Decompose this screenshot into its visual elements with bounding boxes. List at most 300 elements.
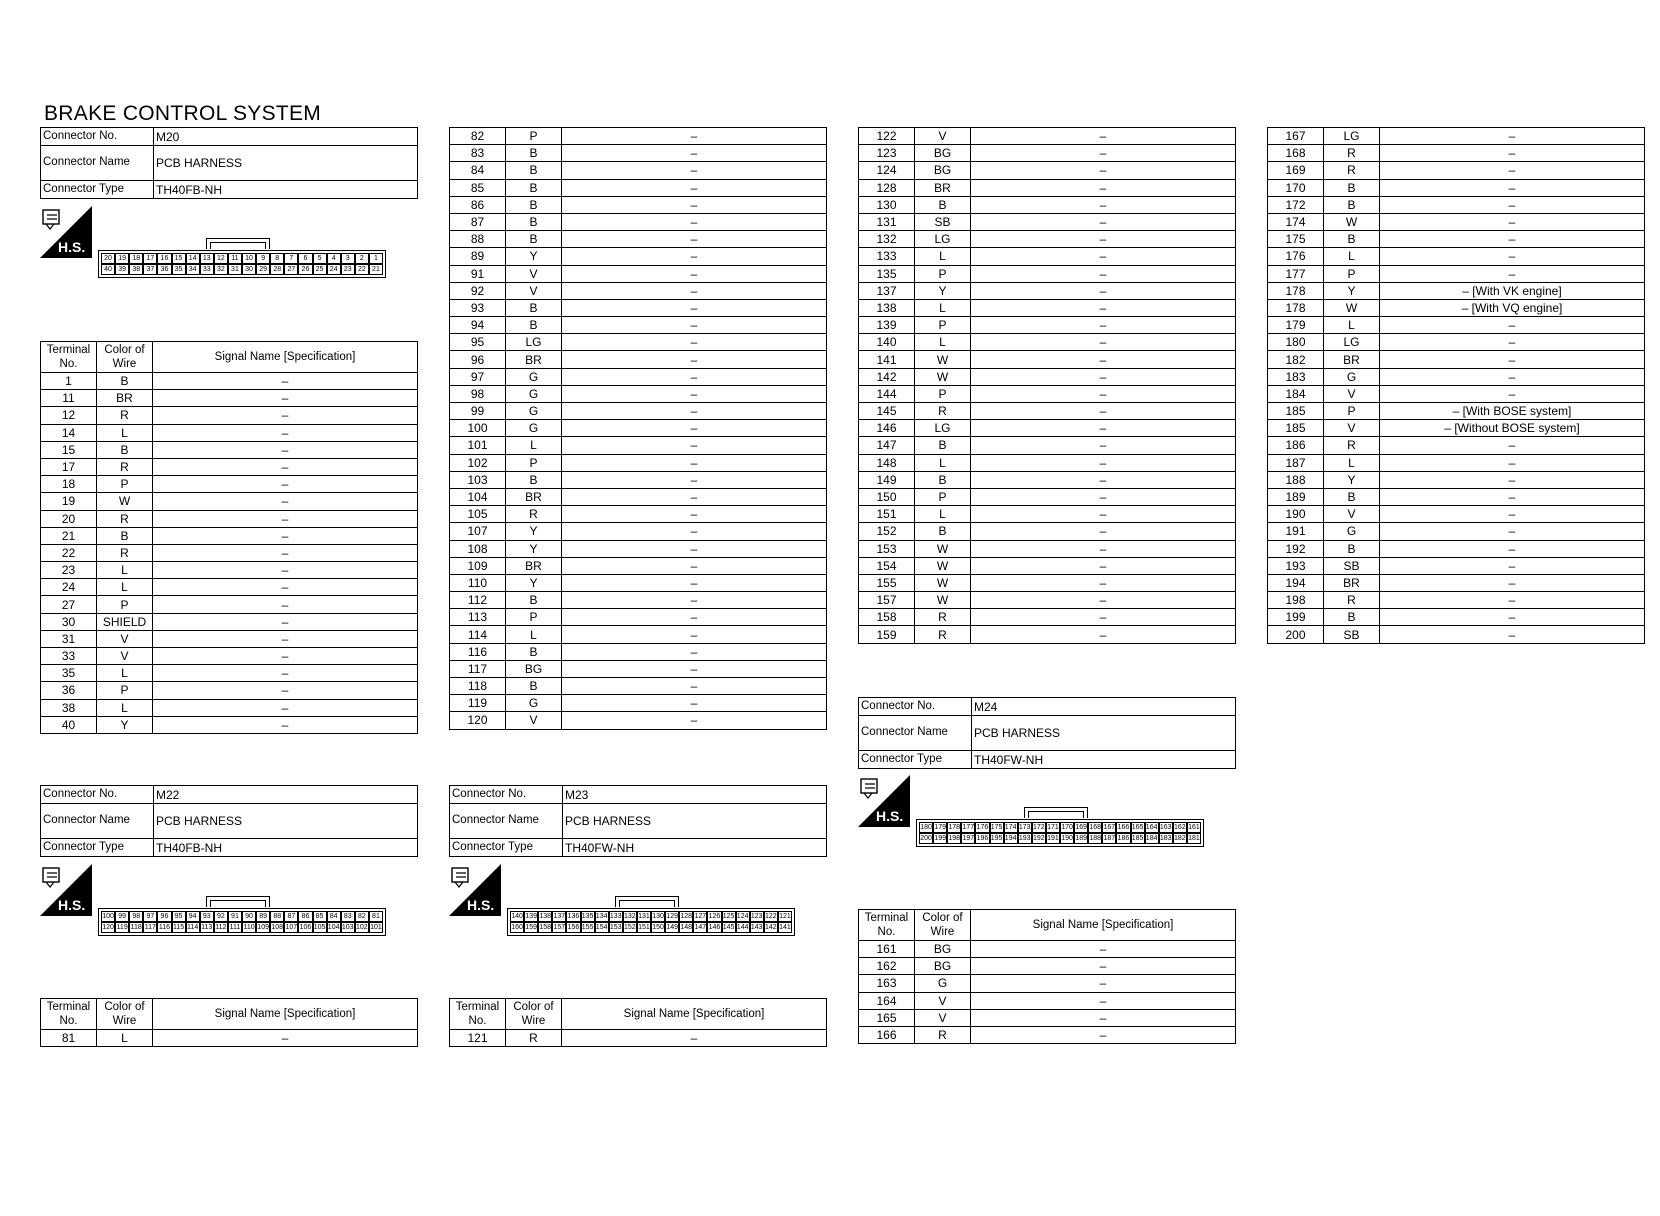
- terminal-no: 176: [1268, 248, 1324, 265]
- connector-pin: 123: [750, 913, 763, 920]
- table-row: [450, 334, 827, 351]
- terminal-no: 186: [1268, 437, 1324, 454]
- signal-name: –: [971, 540, 1236, 557]
- color-of-wire-header: Color of Wire: [915, 910, 971, 941]
- terminal-no: 98: [450, 385, 506, 402]
- terminal-table-m22: [40, 998, 418, 1047]
- connector-name-label: Connector Name: [859, 716, 972, 751]
- table-row: [41, 476, 418, 493]
- terminal-no: 108: [450, 540, 506, 557]
- connector-no-value: M22: [154, 786, 418, 804]
- connector-no-label: Connector No.: [859, 698, 972, 716]
- table-row: [859, 626, 1236, 643]
- wire-color: R: [915, 626, 971, 643]
- wire-color: SB: [915, 213, 971, 230]
- connector-pin: 9: [256, 253, 270, 264]
- table-row: [1268, 403, 1645, 420]
- wire-color: BG: [915, 145, 971, 162]
- connector-pin: 175: [990, 824, 1003, 831]
- connector-pin: 152: [624, 924, 636, 931]
- signal-name: –: [971, 196, 1236, 213]
- connector-pin: 126: [708, 913, 721, 920]
- table-row: [1268, 299, 1645, 316]
- table-row: [450, 231, 827, 248]
- terminal-no: 81: [41, 1030, 97, 1047]
- connector-pin: 180: [920, 824, 932, 831]
- connector-pin: 155: [581, 924, 594, 931]
- terminal-no: 18: [41, 476, 97, 493]
- wire-color: P: [506, 609, 562, 626]
- terminal-no: 182: [1268, 351, 1324, 368]
- signal-name: –: [562, 592, 827, 609]
- signal-name: –: [971, 317, 1236, 334]
- signal-name: –: [562, 368, 827, 385]
- table-row: [41, 493, 418, 510]
- table-row: [859, 975, 1236, 992]
- connector-no-label: Connector No.: [41, 128, 154, 146]
- table-row: [450, 695, 827, 712]
- connector-pin: 167: [1103, 824, 1116, 831]
- terminal-no: 152: [859, 523, 915, 540]
- connector-pin: 81: [369, 911, 383, 922]
- connector-type-row: [859, 751, 1236, 769]
- table-row: [41, 716, 418, 733]
- wire-color: V: [915, 1009, 971, 1026]
- connector-pin: 121: [779, 913, 791, 920]
- signal-name: –: [562, 712, 827, 729]
- wire-color: BR: [1324, 351, 1380, 368]
- connector-pin: 197: [962, 835, 975, 842]
- signal-name: –: [562, 420, 827, 437]
- connector-name-label: Connector Name: [450, 804, 563, 839]
- terminal-no: 174: [1268, 213, 1324, 230]
- terminal-no: 88: [450, 231, 506, 248]
- terminal-no: 20: [41, 510, 97, 527]
- connector-pin: 109: [257, 924, 269, 931]
- table-row: [859, 557, 1236, 574]
- table-row: [1268, 317, 1645, 334]
- connector-pin: 127: [694, 913, 707, 920]
- connector-pin: 194: [1004, 835, 1017, 842]
- wire-color: P: [97, 476, 153, 493]
- color-of-wire-header: Color of Wire: [97, 999, 153, 1030]
- signal-name: –: [971, 299, 1236, 316]
- terminal-no: 194: [1268, 574, 1324, 591]
- wire-color: B: [506, 317, 562, 334]
- terminal-no-header: Terminal No.: [41, 999, 97, 1030]
- terminal-no: 99: [450, 403, 506, 420]
- wire-color: Y: [97, 716, 153, 733]
- connector-pin: 86: [298, 911, 312, 922]
- terminal-no: 184: [1268, 385, 1324, 402]
- connector-pin: 84: [327, 911, 341, 922]
- connector-pin: 10: [242, 253, 256, 264]
- connector-pin: 101: [370, 924, 382, 931]
- connector-name-label: Connector Name: [41, 804, 154, 839]
- wire-color: P: [915, 317, 971, 334]
- connector-pin: 174: [1004, 824, 1017, 831]
- signal-name: –: [971, 231, 1236, 248]
- terminal-no: 158: [859, 609, 915, 626]
- table-row: [1268, 557, 1645, 574]
- table-row: [450, 420, 827, 437]
- connector-name-value: PCB HARNESS: [154, 804, 418, 839]
- wire-color: BR: [506, 351, 562, 368]
- wire-color: B: [915, 523, 971, 540]
- wire-color: V: [1324, 385, 1380, 402]
- terminal-no: 91: [450, 265, 506, 282]
- connector-pin: 136: [567, 913, 580, 920]
- wire-color: L: [1324, 317, 1380, 334]
- table-row: [450, 179, 827, 196]
- terminal-no: 191: [1268, 523, 1324, 540]
- signal-name: –: [971, 162, 1236, 179]
- terminal-no: 97: [450, 368, 506, 385]
- connector-pin: 34: [186, 264, 200, 275]
- terminal-no-header: Terminal No.: [450, 999, 506, 1030]
- connector-pin: 186: [1117, 835, 1130, 842]
- connector-pin: 105: [313, 924, 326, 931]
- signal-name: –: [971, 592, 1236, 609]
- table-row: [450, 626, 827, 643]
- wire-color: P: [506, 128, 562, 145]
- wire-color: B: [1324, 231, 1380, 248]
- wire-color: R: [97, 544, 153, 561]
- signal-name: –: [153, 596, 418, 613]
- connector-pin: 92: [214, 911, 228, 922]
- connector-pin: 117: [144, 924, 156, 931]
- connector-pin: 176: [976, 824, 989, 831]
- connector-pin: 185: [1131, 835, 1144, 842]
- connector-pin: 192: [1033, 835, 1045, 842]
- table-row: [1268, 368, 1645, 385]
- signal-name: –: [971, 626, 1236, 643]
- connector-pin: 183: [1159, 835, 1172, 842]
- wire-color: LG: [915, 420, 971, 437]
- connector-pin: 93: [200, 911, 214, 922]
- terminal-no: 193: [1268, 557, 1324, 574]
- table-row: [1268, 540, 1645, 557]
- terminal-no: 141: [859, 351, 915, 368]
- wire-color: R: [915, 403, 971, 420]
- signal-name: –: [153, 682, 418, 699]
- connector-pin: 38: [129, 264, 143, 275]
- connector-pin: 85: [313, 911, 327, 922]
- table-row: [41, 458, 418, 475]
- terminal-no: 112: [450, 592, 506, 609]
- signal-name: – [With VK engine]: [1380, 282, 1645, 299]
- connector-name-value: PCB HARNESS: [154, 146, 418, 181]
- signal-name: –: [153, 544, 418, 561]
- wire-color: R: [915, 609, 971, 626]
- connector-type-label: Connector Type: [41, 839, 154, 857]
- connector-type-value: TH40FW-NH: [972, 751, 1236, 769]
- table-row: [41, 407, 418, 424]
- connector-pin: 145: [722, 924, 735, 931]
- terminal-no: 165: [859, 1009, 915, 1026]
- terminal-no: 142: [859, 368, 915, 385]
- table-row: [1268, 265, 1645, 282]
- wire-color: W: [915, 592, 971, 609]
- signal-name: –: [153, 648, 418, 665]
- connector-pin: 1: [369, 253, 383, 264]
- terminal-no: 82: [450, 128, 506, 145]
- connector-pin: 104: [327, 924, 340, 931]
- wire-color: P: [1324, 403, 1380, 420]
- signal-name: –: [153, 373, 418, 390]
- signal-name: –: [971, 975, 1236, 992]
- connector-pin: 177: [962, 824, 975, 831]
- terminal-no: 145: [859, 403, 915, 420]
- table-header: [41, 999, 418, 1030]
- table-row: [859, 351, 1236, 368]
- connector-pin: 162: [1174, 824, 1186, 831]
- connector-pin: 125: [722, 913, 735, 920]
- connector-pin: 153: [609, 924, 622, 931]
- terminal-no: 139: [859, 317, 915, 334]
- table-row: [41, 441, 418, 458]
- wire-color: B: [506, 299, 562, 316]
- wire-color: W: [1324, 213, 1380, 230]
- connector-pin: 132: [624, 913, 636, 920]
- wire-color: W: [915, 540, 971, 557]
- wire-color: L: [915, 454, 971, 471]
- terminal-no: 131: [859, 213, 915, 230]
- connector-type-label: Connector Type: [859, 751, 972, 769]
- connector-pin: 173: [1018, 824, 1031, 831]
- wire-color: R: [506, 1030, 562, 1047]
- connector-pin: 12: [214, 253, 228, 264]
- wire-color: W: [915, 351, 971, 368]
- wire-color: P: [97, 596, 153, 613]
- terminal-no: 109: [450, 557, 506, 574]
- signal-name: –: [153, 579, 418, 596]
- table-row: [1268, 592, 1645, 609]
- signal-name: –: [971, 420, 1236, 437]
- table-row: [1268, 196, 1645, 213]
- table-row: [450, 712, 827, 729]
- connector-pin: 149: [666, 924, 678, 931]
- table-row: [450, 299, 827, 316]
- terminal-no: 116: [450, 643, 506, 660]
- terminal-no: 147: [859, 437, 915, 454]
- signal-name: –: [1380, 488, 1645, 505]
- wire-color: W: [915, 557, 971, 574]
- table-row: [859, 488, 1236, 505]
- signal-name: –: [153, 510, 418, 527]
- connector-type-row: [450, 839, 827, 857]
- connector-pin: 142: [765, 924, 777, 931]
- table-row: [450, 213, 827, 230]
- terminal-no: 167: [1268, 128, 1324, 145]
- table-row: [859, 317, 1236, 334]
- wire-color: B: [506, 643, 562, 660]
- terminal-no: 11: [41, 390, 97, 407]
- terminal-no: 200: [1268, 626, 1324, 643]
- connector-info-m20: [40, 127, 418, 199]
- terminal-no: 113: [450, 609, 506, 626]
- connector-pin: 181: [1188, 835, 1200, 842]
- connector-pin: 103: [341, 924, 354, 931]
- wire-color: L: [97, 1030, 153, 1047]
- table-row: [450, 540, 827, 557]
- terminal-no: 180: [1268, 334, 1324, 351]
- connector-pin: 189: [1075, 835, 1087, 842]
- table-row: [859, 506, 1236, 523]
- connector-pin: 115: [172, 924, 185, 931]
- wire-color: BR: [915, 179, 971, 196]
- signal-name: –: [1380, 609, 1645, 626]
- signal-name: –: [562, 213, 827, 230]
- terminal-no: 168: [1268, 145, 1324, 162]
- signal-name: –: [562, 385, 827, 402]
- signal-name: –: [971, 574, 1236, 591]
- connector-pin: 91: [228, 911, 242, 922]
- signal-name: –: [153, 699, 418, 716]
- table-row: [859, 992, 1236, 1009]
- connector-latch: [1024, 807, 1088, 818]
- signal-name: –: [1380, 437, 1645, 454]
- terminal-table-m22-continued: [449, 127, 827, 730]
- wire-color: LG: [915, 231, 971, 248]
- terminal-no: 1: [41, 373, 97, 390]
- wire-color: G: [506, 403, 562, 420]
- wire-color: P: [97, 682, 153, 699]
- connector-pin: 21: [369, 264, 383, 275]
- table-row: [450, 145, 827, 162]
- connector-pin: 138: [539, 913, 552, 920]
- terminal-no: 87: [450, 213, 506, 230]
- terminal-no: 192: [1268, 540, 1324, 557]
- connector-pin: 147: [694, 924, 707, 931]
- wire-color: BR: [506, 557, 562, 574]
- wire-color: W: [915, 574, 971, 591]
- wire-color: B: [506, 162, 562, 179]
- signal-name: –: [971, 282, 1236, 299]
- terminal-no-header: Terminal No.: [41, 342, 97, 373]
- signal-name: –: [562, 1030, 827, 1047]
- signal-name: –: [971, 471, 1236, 488]
- terminal-no: 30: [41, 613, 97, 630]
- signal-name: –: [1380, 213, 1645, 230]
- wire-color: BR: [1324, 574, 1380, 591]
- terminal-no: 107: [450, 523, 506, 540]
- connector-pin: 143: [750, 924, 763, 931]
- table-row: [41, 1030, 418, 1047]
- wire-color: BG: [915, 162, 971, 179]
- table-row: [41, 527, 418, 544]
- wire-color: G: [1324, 523, 1380, 540]
- table-row: [450, 643, 827, 660]
- signal-name: –: [562, 265, 827, 282]
- wire-color: G: [506, 695, 562, 712]
- table-row: [859, 248, 1236, 265]
- connector-latch: [615, 896, 679, 907]
- wire-color: R: [97, 510, 153, 527]
- connector-pin: 171: [1047, 824, 1059, 831]
- terminal-no: 21: [41, 527, 97, 544]
- connector-pin: 164: [1145, 824, 1158, 831]
- signal-name: –: [562, 162, 827, 179]
- connector-pin: 16: [157, 253, 171, 264]
- terminal-no: 110: [450, 574, 506, 591]
- connector-face: [98, 908, 386, 936]
- wire-color: B: [506, 592, 562, 609]
- signal-name: –: [153, 630, 418, 647]
- connector-pin: 137: [553, 913, 566, 920]
- signal-name: –: [562, 540, 827, 557]
- signal-name: –: [1380, 557, 1645, 574]
- wire-color: P: [506, 454, 562, 471]
- color-of-wire-header: Color of Wire: [506, 999, 562, 1030]
- signal-name-header: Signal Name [Specification]: [153, 999, 418, 1030]
- connector-pin: 144: [736, 924, 749, 931]
- signal-name: –: [1380, 368, 1645, 385]
- wire-color: Y: [506, 540, 562, 557]
- wire-color: L: [97, 579, 153, 596]
- table-row: [450, 592, 827, 609]
- table-row: [859, 179, 1236, 196]
- signal-name-header: Signal Name [Specification]: [562, 999, 827, 1030]
- connector-pin: 5: [313, 253, 327, 264]
- table-row: [41, 562, 418, 579]
- wire-color: B: [97, 527, 153, 544]
- signal-name: –: [971, 248, 1236, 265]
- connector-pin: 37: [143, 264, 157, 275]
- signal-name: –: [562, 506, 827, 523]
- connector-pin: 90: [242, 911, 256, 922]
- table-row: [450, 678, 827, 695]
- terminal-no-header: Terminal No.: [859, 910, 915, 941]
- terminal-table-m24: [858, 909, 1236, 1044]
- table-row: [41, 648, 418, 665]
- table-row: [41, 665, 418, 682]
- signal-name: –: [562, 334, 827, 351]
- signal-name: –: [1380, 523, 1645, 540]
- connector-name-value: PCB HARNESS: [563, 804, 827, 839]
- signal-name: –: [971, 334, 1236, 351]
- wire-color: L: [915, 299, 971, 316]
- signal-name: –: [562, 317, 827, 334]
- signal-name: –: [562, 128, 827, 145]
- wire-color: W: [97, 493, 153, 510]
- wire-color: L: [506, 437, 562, 454]
- signal-name: –: [562, 523, 827, 540]
- signal-name: –: [971, 609, 1236, 626]
- connector-type-row: [41, 839, 418, 857]
- connector-name-row: [450, 804, 827, 839]
- terminal-no: 96: [450, 351, 506, 368]
- terminal-no: 102: [450, 454, 506, 471]
- wire-color: V: [506, 282, 562, 299]
- pin-grid: [919, 822, 1201, 844]
- table-row: [41, 699, 418, 716]
- table-row: [1268, 574, 1645, 591]
- connector-name-row: [859, 716, 1236, 751]
- terminal-no: 138: [859, 299, 915, 316]
- connector-pin: 82: [355, 911, 369, 922]
- wire-color: W: [915, 368, 971, 385]
- signal-name: –: [562, 626, 827, 643]
- connector-pin: 98: [129, 911, 143, 922]
- signal-name: –: [153, 493, 418, 510]
- table-row: [450, 660, 827, 677]
- connector-pin: 120: [102, 924, 114, 931]
- signal-name: –: [1380, 574, 1645, 591]
- table-row: [1268, 334, 1645, 351]
- connector-pin: 161: [1188, 824, 1200, 831]
- table-row: [450, 265, 827, 282]
